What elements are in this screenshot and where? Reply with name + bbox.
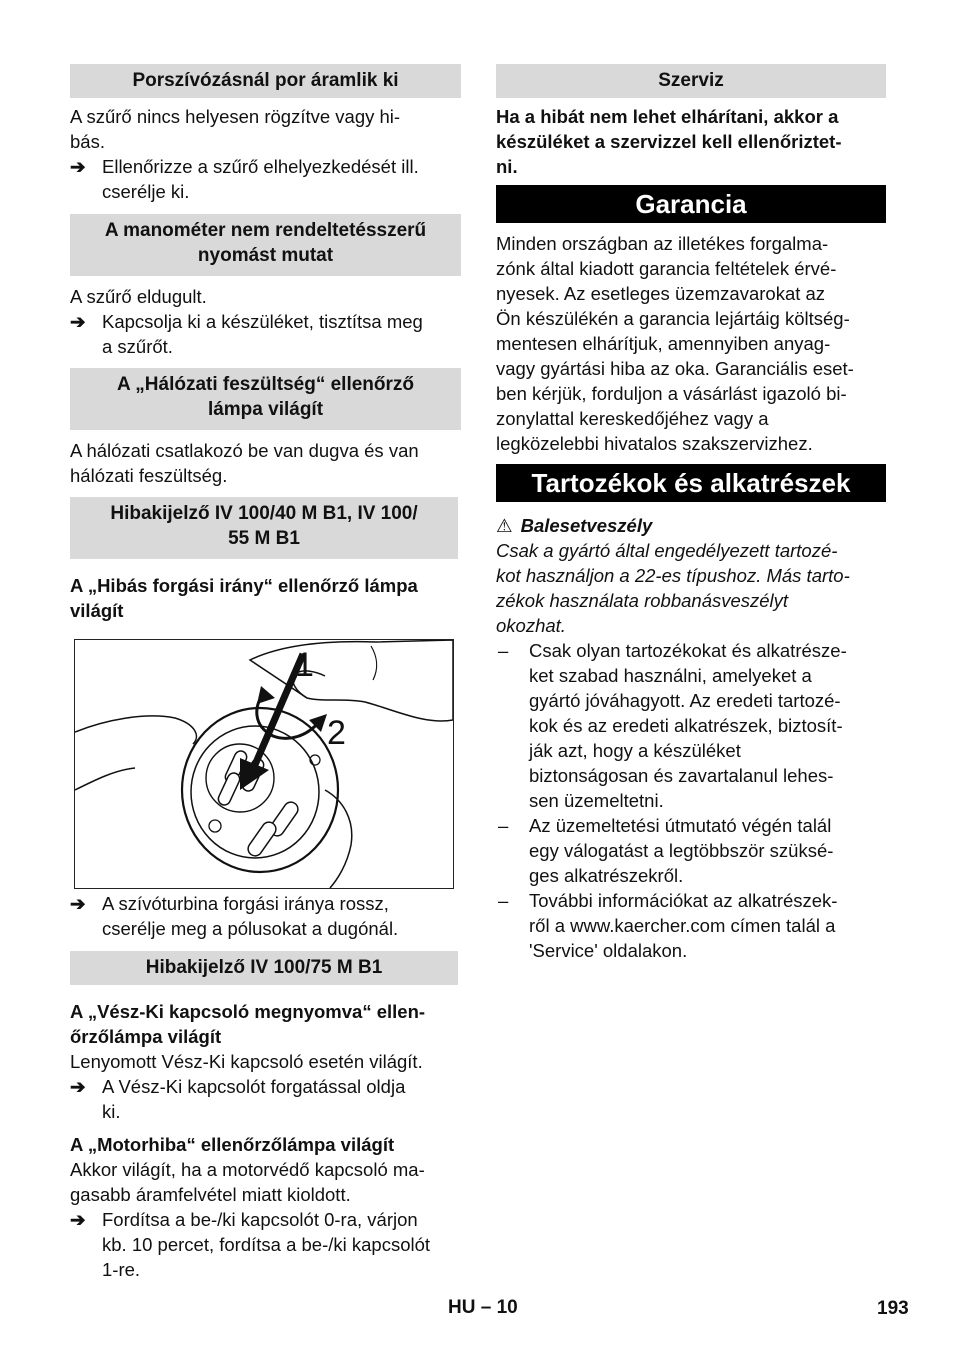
text-line: 'Service' oldalakon. [529, 940, 688, 961]
text-line: biztonságosan és zavartalanul lehes- [529, 765, 834, 786]
sub-heading: világít [70, 600, 124, 621]
text-line: Az üzemeltetési útmutató végén talál [529, 815, 832, 836]
dash-bullet: – [498, 640, 509, 661]
text-line: A szívóturbina forgási iránya rossz, [102, 893, 389, 914]
text-line: ben kérjük, forduljon a vásárlást igazoló bi- [496, 383, 847, 404]
instruction-item [70, 1207, 461, 1282]
text-line: A hálózati csatlakozó be van dugva és van [70, 440, 419, 461]
plug-rotation-figure [74, 639, 454, 889]
text-line: ki. [102, 1101, 121, 1122]
sub-heading: A „Hibás forgási irány“ ellenőrző lámpa [70, 575, 418, 596]
heading-text: 55 M B1 [228, 528, 300, 549]
text-line: Kapcsolja ki a készüléket, tisztítsa meg [102, 311, 423, 332]
right-column [496, 64, 886, 963]
text-line: sen üzemeltetni. [529, 790, 664, 811]
text-line: Ha a hibát nem lehet elhárítani, akkor a [496, 106, 839, 127]
page-number: 193 [877, 1298, 909, 1319]
text-line: A szűrő nincs helyesen rögzítve vagy hi- [70, 106, 401, 127]
left-column [70, 64, 461, 1282]
text-line: legközelebbi hivatalos szakszervizhez. [496, 433, 813, 454]
section-heading [496, 64, 886, 98]
text-line: zékok használata robbanásveszélyt [496, 590, 789, 611]
text-line: kot használjon a 22-es típushoz. Más tarto- [496, 565, 850, 586]
text-line: gasabb áramfelvétel miatt kioldott. [70, 1184, 351, 1205]
heading-text: Hibakijelző IV 100/75 M B1 [145, 957, 383, 978]
list-item [496, 888, 886, 963]
section-heading [70, 64, 461, 98]
text-line: Akkor világít, ha a motorvédő kapcsoló ma- [70, 1159, 425, 1180]
text-line: ják azt, hogy a készüléket [529, 740, 741, 761]
text-line: vagy gyártási hiba az oka. Garanciális eset- [496, 358, 854, 379]
right-arrow-icon: ➔ [70, 893, 86, 914]
instruction-item [70, 891, 461, 941]
heading-text: Garancia [635, 189, 747, 219]
dash-bullet: – [498, 890, 509, 911]
text-line: Csak a gyártó által engedélyezett tartozé- [496, 540, 838, 561]
chapter-heading-garancia [496, 185, 886, 223]
dash-bullet: – [498, 815, 509, 836]
text-line: A szűrő eldugult. [70, 286, 207, 307]
text-line: ről a www.kaercher.com címen talál a [529, 915, 836, 936]
chapter-heading-tartozekok [496, 464, 886, 502]
text-line: Csak olyan tartozékokat és alkatrésze- [529, 640, 847, 661]
text-line: okozhat. [496, 615, 566, 636]
text-line: cserélje ki. [102, 181, 190, 202]
right-arrow-icon: ➔ [70, 156, 86, 177]
sub-heading: A „Motorhiba“ ellenőrzőlámpa világít [70, 1134, 395, 1155]
heading-text: nyomást mutat [197, 245, 334, 266]
text-line: bás. [70, 131, 105, 152]
text-line: ni. [496, 156, 518, 177]
text-line: a szűrőt. [102, 336, 173, 357]
text-line: Ellenőrizze a szűrő elhelyezkedését ill. [102, 156, 419, 177]
text-line: ket szabad használni, amelyeket a [529, 665, 812, 686]
instruction-item [70, 1074, 461, 1124]
figure-label-2: 2 [327, 714, 346, 752]
text-line: ges alkatrészekről. [529, 865, 684, 886]
text-line: hálózati feszültség. [70, 465, 228, 486]
text-line: egy válogatást a legtöbbször szüksé- [529, 840, 834, 861]
instruction-item [70, 154, 461, 204]
warning-triangle-icon: ⚠ [496, 515, 513, 536]
sub-heading: őrzőlámpa világít [70, 1026, 222, 1047]
warning-text: Balesetveszély [520, 515, 653, 536]
page-footer-language: HU – 10 [448, 1297, 518, 1318]
text-line: A Vész-Ki kapcsolót forgatással oldja [102, 1076, 406, 1097]
heading-text: A manométer nem rendeltetésszerű [104, 220, 427, 241]
text-line: gyártó jóváhagyott. Az eredeti tartozé- [529, 690, 841, 711]
list-item [496, 638, 886, 813]
figure-label-1: 1 [295, 646, 314, 684]
section-heading [70, 368, 461, 430]
text-line: Ön készülékén a garancia lejártáig költség- [496, 308, 850, 329]
heading-text: lámpa világít [207, 399, 324, 420]
text-line: Lenyomott Vész-Ki kapcsoló esetén világít. [70, 1051, 423, 1072]
text-line: készüléket a szervizzel kell ellenőriztet- [496, 131, 842, 152]
heading-text: Tartozékok és alkatrészek [531, 468, 851, 498]
text-line: További információkat az alkatrészek- [529, 890, 838, 911]
section-heading [70, 497, 458, 559]
text-line: kok és az eredeti alkatrészek, biztosít- [529, 715, 843, 736]
list-item [496, 813, 886, 888]
text-line: Minden országban az illetékes forgalma- [496, 233, 829, 254]
heading-text: Porszívózásnál por áramlik ki [132, 70, 399, 91]
sub-heading: A „Vész-Ki kapcsoló megnyomva“ ellen- [70, 1001, 426, 1022]
instruction-item [70, 309, 461, 359]
right-arrow-icon: ➔ [70, 311, 86, 332]
text-line: cserélje meg a pólusokat a dugónál. [102, 918, 399, 939]
text-line: nyesek. Az esetleges üzemzavarokat az [496, 283, 826, 304]
text-line: kb. 10 percet, fordítsa a be-/ki kapcsolót [102, 1234, 431, 1255]
heading-text: Hibakijelző IV 100/40 M B1, IV 100/ [110, 503, 418, 524]
heading-text: Szerviz [658, 70, 724, 91]
text-line: zónk által kiadott garancia feltételek érvé- [496, 258, 837, 279]
heading-text: A „Hálózati feszültség“ ellenőrző [116, 374, 414, 395]
section-heading [70, 214, 461, 276]
text-line: mentesen elhárítjuk, amennyiben anyag- [496, 333, 831, 354]
right-arrow-icon: ➔ [70, 1076, 86, 1097]
right-arrow-icon: ➔ [70, 1209, 86, 1230]
text-line: zonylattal kereskedőjéhez vagy a [496, 408, 769, 429]
text-line: Fordítsa a be-/ki kapcsolót 0-ra, várjon [102, 1209, 418, 1230]
text-line: 1-re. [102, 1259, 141, 1280]
warning-label [496, 513, 886, 538]
section-heading [70, 951, 458, 985]
plug-illustration [75, 640, 453, 888]
